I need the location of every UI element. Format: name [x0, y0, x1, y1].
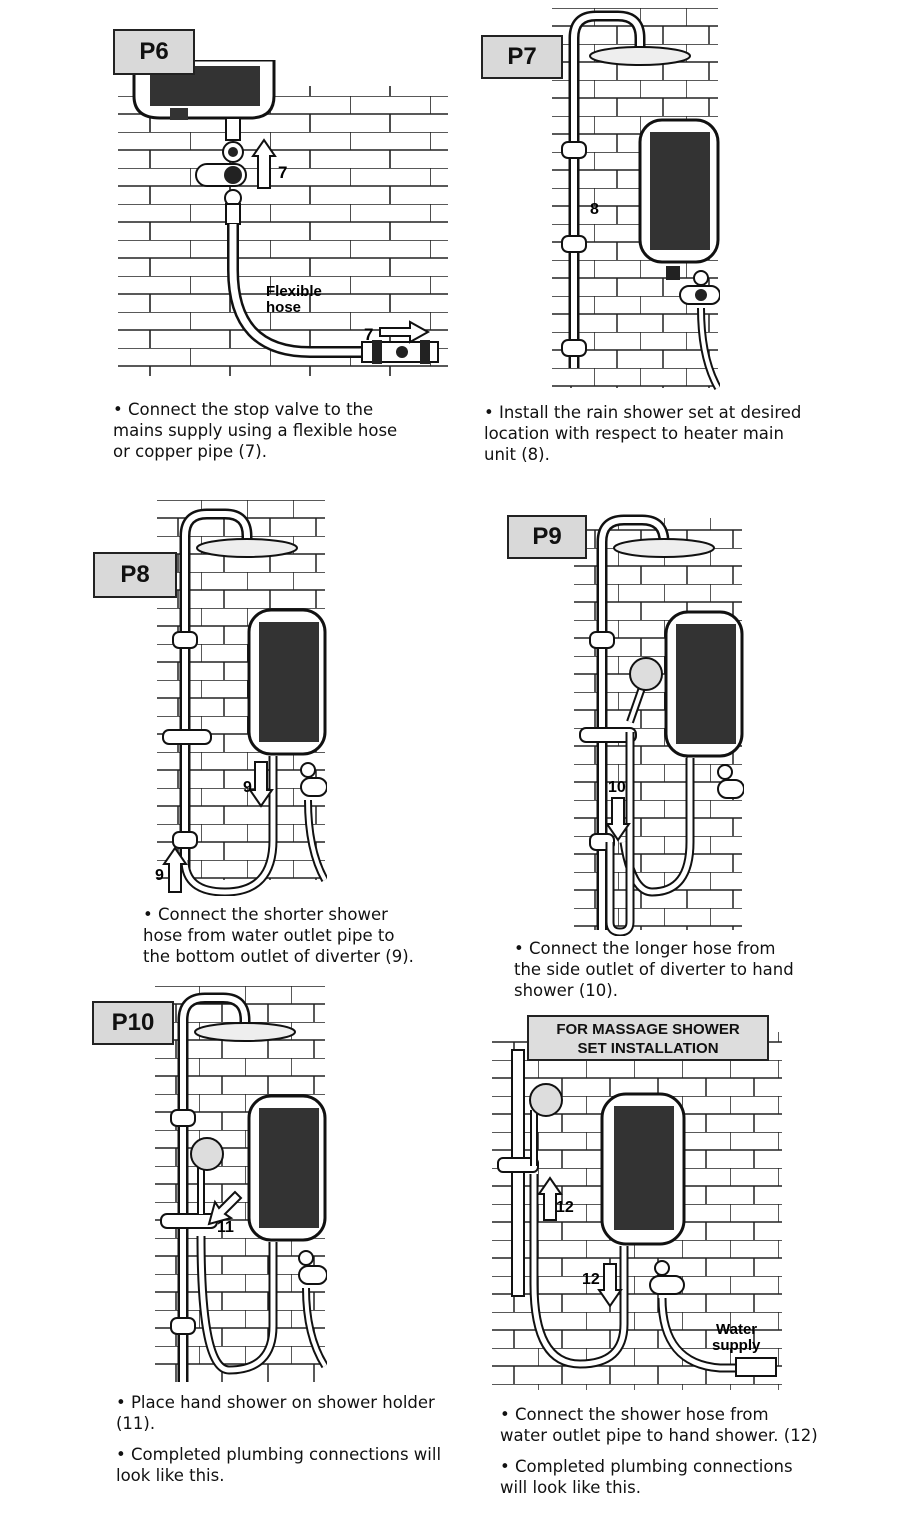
callout-7-upper: 7: [278, 163, 288, 182]
caption-text: • Install the rain shower set at desired location with respect to heater main unit (8).: [484, 403, 802, 464]
callout-11: 11: [217, 1219, 234, 1236]
caption-massage: [500, 1404, 820, 1508]
callout-12-lower: 12: [582, 1271, 600, 1288]
callout-12-upper: 12: [556, 1199, 574, 1216]
supply-label-line1: Water: [716, 1321, 758, 1338]
supply-label-line2: supply: [712, 1337, 761, 1354]
massage-title-line2: SET INSTALLATION: [577, 1040, 719, 1057]
caption-text: • Connect the longer hose from the side outlet of diverter to hand shower (10).: [514, 939, 794, 1000]
callout-8: 8: [590, 201, 599, 218]
hose-label-line2: hose: [266, 299, 302, 316]
hose-label-line1: Flexible: [266, 283, 322, 300]
callout-9-upper: 9: [243, 779, 252, 796]
p10-illustration: [153, 986, 327, 1386]
p8-illustration: [155, 500, 327, 896]
step-badge-p6: P6: [113, 29, 195, 75]
caption-text: • Connect the stop valve to the mains supply using a flexible hose or copper pipe (7).: [113, 400, 398, 461]
supply-connector: [736, 1358, 776, 1376]
caption-text: • Connect the shorter shower hose from water outlet pipe to the bottom outlet of diverter (9).: [143, 905, 414, 966]
step-badge-p8: P8: [93, 552, 177, 598]
callout-9-lower: 9: [155, 867, 164, 884]
massage-title-line1: FOR MASSAGE SHOWER: [556, 1021, 740, 1038]
rain-shower-head: [590, 47, 690, 65]
caption-p10: [116, 1392, 446, 1496]
rain-shower-head: [195, 1023, 295, 1041]
caption-text-2: • Completed plumbing connections will look like this.: [500, 1457, 793, 1497]
p6-illustration: [110, 60, 450, 390]
p7-illustration: [548, 8, 720, 390]
caption-text-2: • Completed plumbing connections will look like this.: [116, 1445, 442, 1485]
step-badge-p7: P7: [481, 35, 563, 79]
massage-illustration: [490, 1024, 784, 1394]
rain-shower-head: [614, 539, 714, 557]
caption-text-1: • Connect the shower hose from water outlet pipe to hand shower. (12): [500, 1405, 818, 1445]
step-badge-p9: P9: [507, 515, 587, 559]
caption-p7: [484, 402, 814, 475]
step-badge-p10: P10: [92, 1001, 174, 1045]
massage-title-box: [527, 1015, 769, 1061]
p9-illustration: [572, 512, 744, 936]
caption-p6: [113, 399, 413, 472]
callout-10: 10: [608, 779, 626, 796]
caption-text-1: • Place hand shower on shower holder (11).: [116, 1393, 435, 1433]
caption-p8: [143, 904, 423, 977]
caption-p9: [514, 938, 804, 1011]
rain-shower-head: [197, 539, 297, 557]
callout-7-lower: 7: [364, 325, 374, 344]
